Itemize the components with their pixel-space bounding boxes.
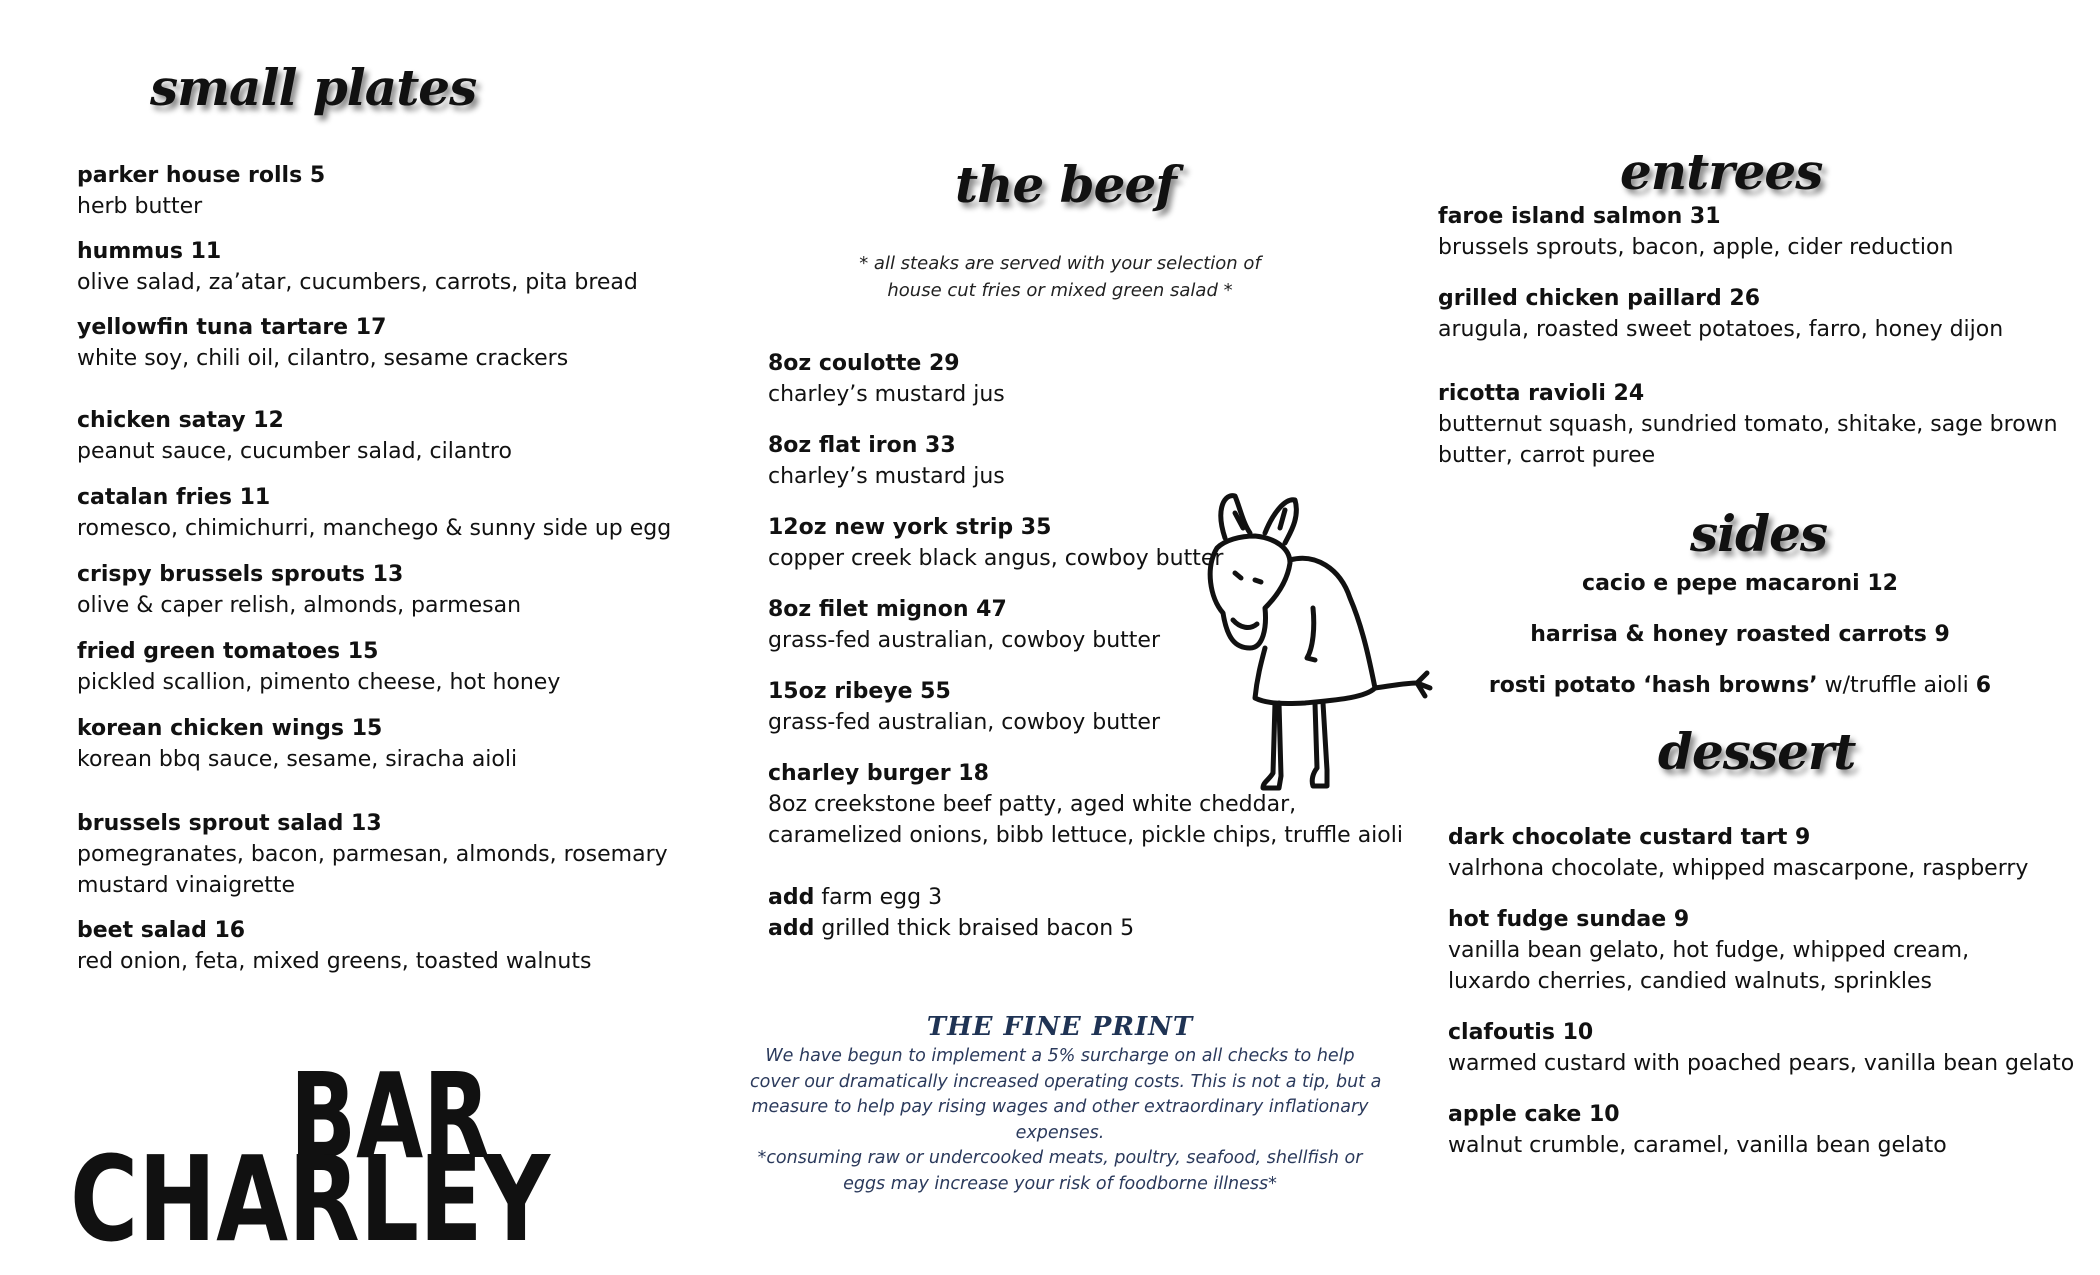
item-description: caramelized onions, bibb lettuce, pickle chips, truffle aioli xyxy=(768,823,1403,848)
menu-item xyxy=(77,236,638,298)
item-name: yellowfin tuna tartare 17 xyxy=(77,315,387,340)
menu-item xyxy=(77,915,591,977)
side-item xyxy=(1440,670,2040,701)
menu-item xyxy=(77,312,568,374)
item-description: walnut crumble, caramel, vanilla bean gelato xyxy=(1448,1133,1947,1158)
item-name: chicken satay 12 xyxy=(77,408,284,433)
menu-item xyxy=(77,559,521,621)
beef-note xyxy=(780,250,1340,304)
item-name: 12oz new york strip 35 xyxy=(768,515,1052,540)
fine-print xyxy=(750,1010,1382,1197)
item-name: 15oz ribeye 55 xyxy=(768,679,951,704)
item-name: apple cake 10 xyxy=(1448,1102,1620,1127)
item-description: luxardo cherries, candied walnuts, sprinkles xyxy=(1448,969,1933,994)
item-description: arugula, roasted sweet potatoes, farro, honey dijon xyxy=(1438,317,2004,342)
item-description: warmed custard with poached pears, vanilla bean gelato xyxy=(1448,1051,2075,1076)
side-item-price: 6 xyxy=(1975,673,1992,698)
item-name: 8oz coulotte 29 xyxy=(768,351,960,376)
item-name: faroe island salmon 31 xyxy=(1438,204,1721,229)
fine-print-title: THE FINE PRINT xyxy=(926,1012,1194,1042)
item-name: 8oz filet mignon 47 xyxy=(768,597,1007,622)
menu-item xyxy=(768,430,1005,492)
item-name: brussels sprout salad 13 xyxy=(77,811,382,836)
item-name: grilled chicken paillard 26 xyxy=(1438,286,1761,311)
item-name: hummus 11 xyxy=(77,239,222,264)
side-item: cacio e pepe macaroni 12 xyxy=(1582,571,1898,596)
menu-item xyxy=(77,636,560,698)
menu-item xyxy=(1448,904,1969,997)
side-item: harrisa & honey roasted carrots 9 xyxy=(1530,622,1950,647)
item-name: crispy brussels sprouts 13 xyxy=(77,562,404,587)
item-description: butternut squash, sundried tomato, shitake, sage brown xyxy=(1438,412,2058,437)
item-description: pickled scallion, pimento cheese, hot honey xyxy=(77,670,561,695)
item-description: grass-fed australian, cowboy butter xyxy=(768,628,1160,653)
item-description: red onion, feta, mixed greens, toasted walnuts xyxy=(77,949,592,974)
beef-note-line: house cut fries or mixed green salad * xyxy=(887,280,1233,301)
fine-print-line: We have begun to implement a 5% surcharge on all checks to help xyxy=(765,1046,1355,1066)
item-description: vanilla bean gelato, hot fudge, whipped cream, xyxy=(1448,938,1970,963)
item-name: korean chicken wings 15 xyxy=(77,716,383,741)
donkey-illustration-icon xyxy=(1195,488,1435,818)
addon-line xyxy=(768,882,942,913)
item-description: copper creek black angus, cowboy butter xyxy=(768,546,1224,571)
menu-item xyxy=(768,512,1223,574)
item-name: parker house rolls 5 xyxy=(77,163,326,188)
dessert-heading: dessert xyxy=(1658,722,1856,781)
addon-line xyxy=(768,913,1134,944)
addon-label: add xyxy=(768,916,815,941)
menu-item xyxy=(768,348,1005,410)
item-description: grass-fed australian, cowboy butter xyxy=(768,710,1160,735)
item-name: hot fudge sundae 9 xyxy=(1448,907,1690,932)
menu-item xyxy=(1438,201,1953,263)
menu-item xyxy=(1448,1099,1947,1161)
item-name: fried green tomatoes 15 xyxy=(77,639,379,664)
menu-item xyxy=(1448,1017,2074,1079)
menu-item xyxy=(1438,378,2058,471)
item-name: catalan fries 11 xyxy=(77,485,271,510)
item-name: beet salad 16 xyxy=(77,918,246,943)
entrees-heading: entrees xyxy=(1620,142,1823,201)
item-description: valrhona chocolate, whipped mascarpone, raspberry xyxy=(1448,856,2029,881)
item-description: herb butter xyxy=(77,194,203,219)
item-name: clafoutis 10 xyxy=(1448,1020,1594,1045)
item-description: butter, carrot puree xyxy=(1438,443,1656,468)
menu-item xyxy=(77,160,325,222)
item-description: white soy, chili oil, cilantro, sesame crackers xyxy=(77,346,569,371)
side-item-name: rosti potato ‘hash browns’ xyxy=(1488,673,1818,698)
menu-item xyxy=(77,405,512,467)
item-description: brussels sprouts, bacon, apple, cider reduction xyxy=(1438,235,1954,260)
menu-item xyxy=(1448,822,2028,884)
item-description: mustard vinaigrette xyxy=(77,873,296,898)
item-description: olive salad, za’atar, cucumbers, carrots, pita bread xyxy=(77,270,638,295)
addon-label: add xyxy=(768,885,815,910)
fine-print-line: eggs may increase your risk of foodborne illness* xyxy=(843,1173,1277,1194)
menu-item xyxy=(768,676,1160,738)
menu-item xyxy=(1438,283,2003,345)
item-description: charley’s mustard jus xyxy=(768,464,1005,489)
menu-item xyxy=(77,713,517,775)
item-description: 8oz creekstone beef patty, aged white cheddar, xyxy=(768,792,1297,817)
item-description: peanut sauce, cucumber salad, cilantro xyxy=(77,439,512,464)
item-name: ricotta ravioli 24 xyxy=(1438,381,1645,406)
addon-text: grilled thick braised bacon 5 xyxy=(814,916,1135,941)
bar-charley-logo xyxy=(70,1060,570,1260)
item-name: dark chocolate custard tart 9 xyxy=(1448,825,1811,850)
item-description: korean bbq sauce, sesame, siracha aioli xyxy=(77,747,518,772)
fine-print-line: expenses. xyxy=(1015,1122,1105,1143)
item-description: romesco, chimichurri, manchego & sunny side up egg xyxy=(77,516,672,541)
item-name: charley burger 18 xyxy=(768,761,989,786)
fine-print-line: cover our dramatically increased operating costs. This is not a tip, but a xyxy=(750,1071,1382,1092)
side-item-suffix: w/truffle aioli xyxy=(1817,673,1976,698)
beef-heading: the beef xyxy=(955,155,1176,214)
beef-note-line: * all steaks are served with your selection of xyxy=(859,253,1261,274)
menu-item xyxy=(768,594,1160,656)
small-plates-heading: small plates xyxy=(150,58,477,117)
sides-heading: sides xyxy=(1690,504,1828,563)
logo-line-charley: CHARLEY xyxy=(70,1130,552,1260)
menu-item xyxy=(77,808,668,901)
item-description: olive & caper relish, almonds, parmesan xyxy=(77,593,522,618)
item-description: charley’s mustard jus xyxy=(768,382,1005,407)
addon-text: farm egg 3 xyxy=(814,885,943,910)
fine-print-line: *consuming raw or undercooked meats, poultry, seafood, shellfish or xyxy=(757,1148,1363,1168)
menu-item xyxy=(77,482,671,544)
item-name: 8oz flat iron 33 xyxy=(768,433,956,458)
fine-print-line: measure to help pay rising wages and other extraordinary inflationary xyxy=(751,1097,1369,1117)
logo-line-bar: BAR xyxy=(290,1060,490,1185)
item-description: pomegranates, bacon, parmesan, almonds, rosemary xyxy=(77,842,668,867)
